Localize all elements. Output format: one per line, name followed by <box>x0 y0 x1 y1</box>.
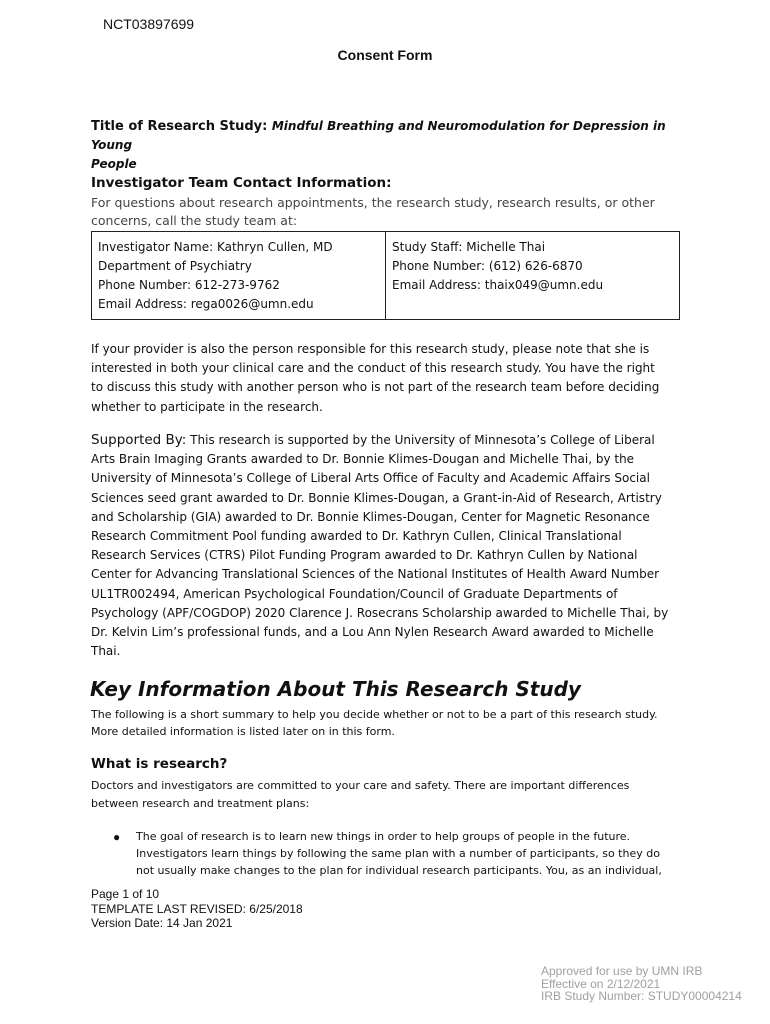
paragraph-line: Dr. Kelvin Lim’s professional funds, and a Lou Ann Nylen Research Award awarded to Michelle <box>91 625 654 640</box>
investigator-intro-line: concerns, call the study team at: <box>91 213 298 228</box>
page-footer <box>91 887 303 931</box>
paragraph-line: Investigators learn things by following the same plan with a number of participants, so they do <box>136 847 660 860</box>
stamp-line: IRB Study Number: STUDY00004214 <box>541 989 742 1003</box>
paragraph-line: If your provider is also the person responsible for this research study, please note that she is <box>91 342 650 356</box>
paragraph-line: whether to participate in the research. <box>91 399 323 414</box>
template-revised: TEMPLATE LAST REVISED: 6/25/2018 <box>91 901 303 916</box>
paragraph-line: Sciences seed grant awarded to Dr. Bonnie Klimes-Dougan, a Grant-in-Aid of Research, Artistry <box>91 490 662 505</box>
version-date: Version Date: 14 Jan 2021 <box>91 916 233 930</box>
paragraph-line: The following is a short summary to help you decide whether or not to be a part of this research study. <box>91 708 658 721</box>
supported-by-label: Supported By: <box>91 432 187 448</box>
what-is-research-heading: What is research? <box>91 756 228 772</box>
provider-paragraph <box>91 340 681 417</box>
study-title-label: Title of Research Study: <box>91 119 268 134</box>
paragraph-line: Research Services (CTRS) Pilot Funding Program awarded to Dr. Kathryn Cullen by National <box>91 548 638 563</box>
key-information-paragraph <box>91 706 681 740</box>
page-number: Page 1 of 10 <box>91 887 160 901</box>
investigator-heading: Investigator Team Contact Information: <box>91 175 392 191</box>
bullet-icon: ● <box>113 830 121 844</box>
stamp-line: Approved for use by UMN IRB <box>541 964 703 978</box>
bullet-item <box>136 828 682 879</box>
supported-by-paragraph <box>91 431 683 661</box>
contact-table <box>91 231 680 320</box>
paragraph-line <box>91 431 683 450</box>
study-title-value-1: Mindful Breathing and Neuromodulation for Depression in Young <box>91 119 666 152</box>
paragraph-line: The goal of research is to learn new things in order to help groups of people in the future. <box>136 830 631 843</box>
paragraph-line: More detailed information is listed later on in this form. <box>91 725 395 738</box>
paragraph-line: University of Minnesota’s College of Liberal Arts Office of Faculty and Academic Affairs Social <box>91 471 650 486</box>
nct-number: NCT03897699 <box>103 16 195 32</box>
staff-name: Study Staff: Michelle Thai <box>392 240 546 254</box>
study-title <box>91 117 681 174</box>
paragraph-line: Center for Advancing Translational Sciences of the National Institutes of Health Award Number <box>91 567 660 582</box>
staff-email: Email Address: thaix049@umn.edu <box>392 278 604 292</box>
study-title-value-2: People <box>91 157 137 171</box>
investigator-contact-cell <box>92 232 386 319</box>
what-is-research-paragraph <box>91 777 681 812</box>
paragraph-line: Arts Brain Imaging Grants awarded to Dr. Bonnie Klimes-Dougan and Michelle Thai, by the <box>91 452 635 467</box>
paragraph-line-text: This research is supported by the University of Minnesota’s College of Liberal <box>186 433 655 447</box>
paragraph-line: to discuss this study with another person who is not part of the research team before deciding <box>91 380 660 395</box>
investigator-name: Investigator Name: Kathryn Cullen, MD <box>98 240 333 254</box>
paragraph-line: Research Commitment Pool funding awarded to Dr. Kathryn Cullen, Clinical Translational <box>91 529 622 544</box>
paragraph-line: and Scholarship (GIA) awarded to Dr. Bonnie Klimes-Dougan, Center for Magnetic Resonance <box>91 509 650 524</box>
key-information-heading: Key Information About This Research Study <box>90 677 581 701</box>
investigator-intro <box>91 194 681 230</box>
paragraph-line: UL1TR002494, American Psychological Foundation/Council of Graduate Departments of <box>91 586 618 601</box>
investigator-department: Department of Psychiatry <box>98 259 252 273</box>
investigator-email: Email Address: rega0026@umn.edu <box>98 297 314 311</box>
paragraph-line: interested in both your clinical care and the conduct of this research study. You have the right <box>91 361 655 376</box>
paragraph-line: Doctors and investigators are committed to your care and safety. There are important differences <box>91 779 630 792</box>
staff-phone: Phone Number: (612) 626-6870 <box>392 259 583 273</box>
staff-contact-cell <box>386 232 679 319</box>
paragraph-line: not usually make changes to the plan for individual research participants. You, as an individual, <box>136 864 662 877</box>
investigator-phone: Phone Number: 612-273-9762 <box>98 278 280 292</box>
paragraph-line: Psychology (APF/COGDOP) 2020 Clarence J. Rosecrans Scholarship awarded to Michelle Thai, by <box>91 605 669 620</box>
investigator-intro-line: For questions about research appointments, the research study, research results, or other <box>91 195 655 210</box>
form-title: Consent Form <box>337 47 433 63</box>
stamp-line: Effective on 2/12/2021 <box>541 976 661 991</box>
irb-approval-stamp <box>541 965 742 1003</box>
paragraph-line: Thai. <box>91 644 121 659</box>
paragraph-line: between research and treatment plans: <box>91 796 310 810</box>
